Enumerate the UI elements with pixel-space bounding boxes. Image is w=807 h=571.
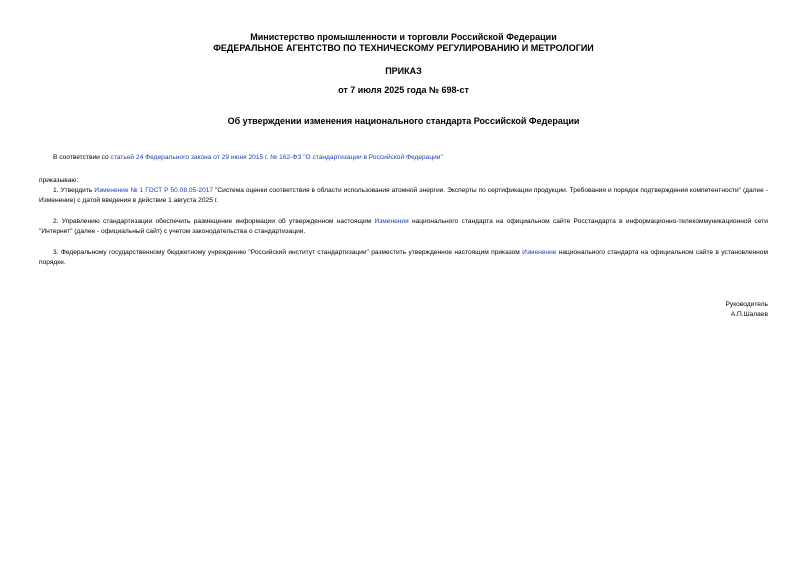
- signature-name: А.П.Шалаев: [730, 311, 768, 318]
- item3-suffix: национального стандарта на официальном сайте в установленном порядке.: [39, 249, 768, 266]
- doc-type: ПРИКАЗ: [385, 66, 422, 76]
- preamble: [53, 153, 773, 163]
- agency-title: ФЕДЕРАЛЬНОЕ АГЕНТСТВО ПО ТЕХНИЧЕСКОМУ РЕГУЛИРОВАНИЮ И МЕТРОЛОГИИ: [213, 43, 594, 53]
- item1-suffix: "Система оценки соответствия в области использования атомной энергии. Эксперты по сертификации продукции. Требования и порядок подтверждения компетентности" (далее - Изменение) с датой введения в действие 1 августа 2025 г.: [39, 187, 768, 204]
- amendment-link-2[interactable]: Изменения: [374, 218, 409, 225]
- order-item-3: [39, 248, 768, 268]
- item2-prefix: 2. Управлению стандартизации обеспечить размещение информации об утвержденном настоящим: [53, 218, 375, 225]
- doc-subject: Об утверждении изменения национального стандарта Российской Федерации: [227, 116, 580, 126]
- item2-suffix: национального стандарта на официальном сайте Росстандарта в информационно-телекоммуникационной сети "Интернет" (далее - официальный сайт) с учетом законодательства о стандартизации.: [39, 218, 768, 235]
- amendment-link[interactable]: Изменение № 1 ГОСТ Р 50.08.05-2017: [94, 187, 214, 194]
- order-item-1: [39, 186, 768, 206]
- ministry-title: Министерство промышленности и торговли Российской Федерации: [250, 32, 557, 42]
- doc-date-number: от 7 июля 2025 года № 698-ст: [338, 85, 469, 95]
- signature-title: Руководитель: [725, 301, 768, 308]
- order-item-2: [39, 217, 768, 237]
- order-word: приказываю:: [39, 177, 79, 184]
- law-article-link[interactable]: статьей 24 Федерального закона от 29 июня 2015 г. № 162-ФЗ "О стандартизации в Российской Федерации": [110, 154, 443, 161]
- amendment-link-3[interactable]: Изменение: [522, 249, 557, 256]
- item1-prefix: 1. Утвердить: [53, 187, 95, 194]
- item3-prefix: 3. Федеральному государственному бюджетному учреждению "Российский институт стандартизации" разместить утвержденное настоящим приказом: [53, 249, 523, 256]
- preamble-prefix: В соответствии со: [53, 154, 111, 161]
